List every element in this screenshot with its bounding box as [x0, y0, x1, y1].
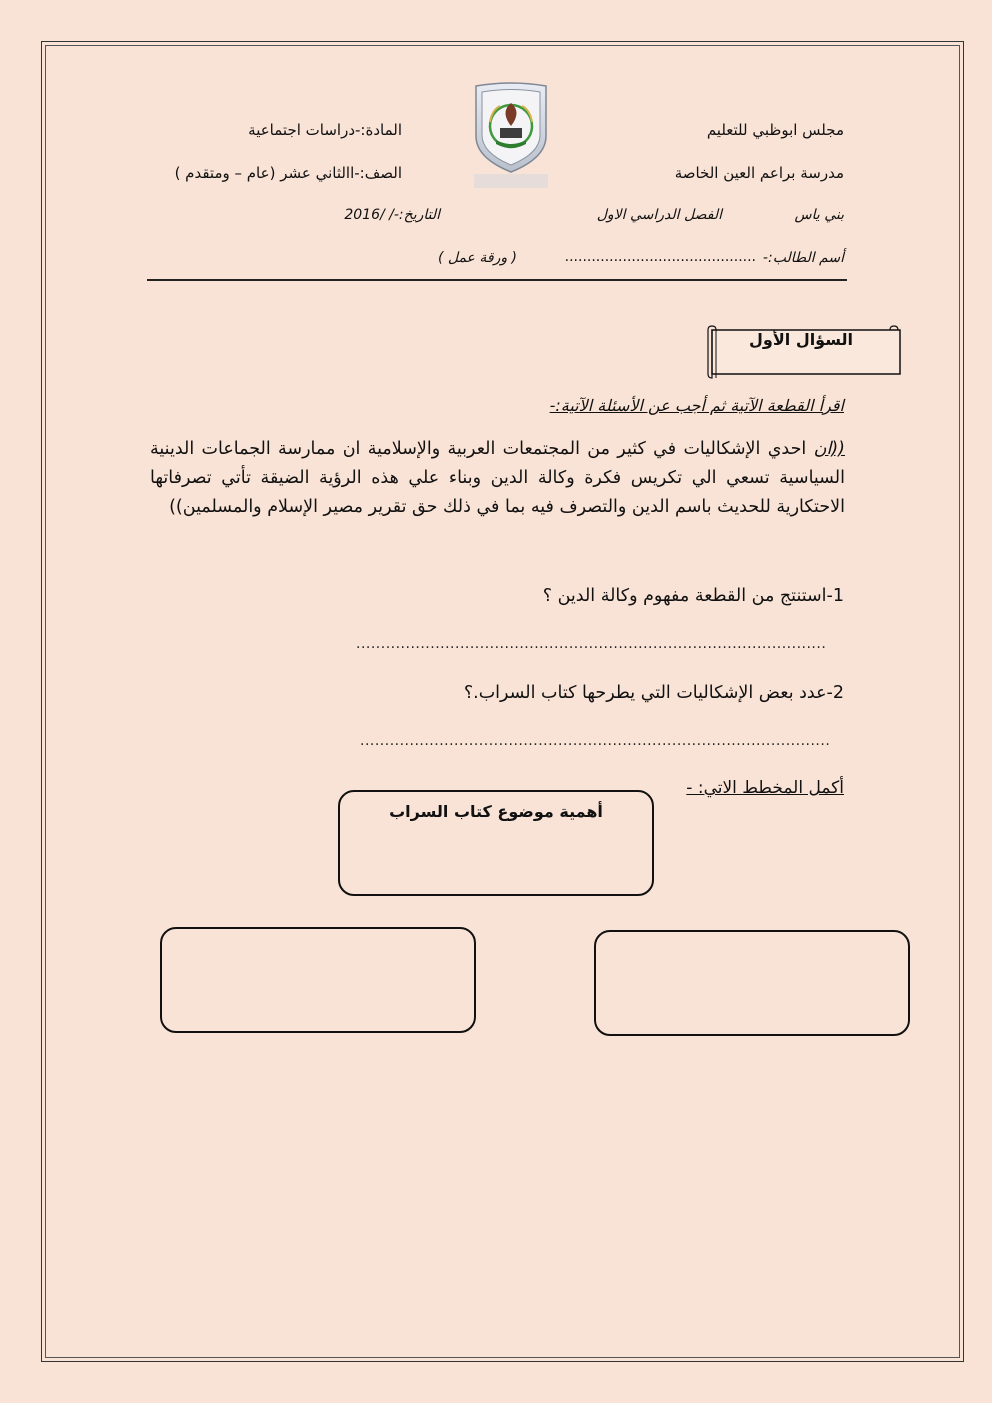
- school-name: مدرسة براعم العين الخاصة: [674, 164, 844, 182]
- question-1: 1-استنتج من القطعة مفهوم وكالة الدين ؟: [542, 586, 844, 606]
- reading-passage: [150, 435, 845, 522]
- answer-line-2[interactable]: ...............................................................................................: [360, 733, 831, 749]
- passage-body: احدي الإشكاليات في كثير من المجتمعات العربية والإسلامية ان ممارسة الجماعات الدينية السياسية تسعي الي تكريس فكرة وكالة الدين وبناء علي هذه الرؤية الضيقة تأتي تصرفاتها الاحتكارية للحديث باسم الدين والتصرف فيه بما في ذلك حق تقرير مصير الإسلام والمسلمين)): [150, 439, 845, 517]
- diagram-left-box[interactable]: [160, 927, 476, 1033]
- semester: الفصل الدراسي الاول: [596, 207, 722, 223]
- city: بني ياس: [794, 207, 844, 223]
- student-name-label: أسم الطالب:-: [762, 250, 844, 266]
- grade: الصف:-االثاني عشر (عام – ومتقدم ): [174, 164, 402, 182]
- date: التاريخ:-/ /2016: [344, 207, 440, 223]
- diagram-main-box[interactable]: [338, 790, 654, 896]
- reading-instruction: اقرأ القطعة الآتية ثم أجب عن الأسئلة الآتية:-: [549, 396, 844, 415]
- answer-line-1[interactable]: ...............................................................................................: [356, 636, 827, 652]
- subject: المادة:-دراسات اجتماعية: [248, 121, 402, 139]
- header-divider: [147, 279, 847, 281]
- passage-start: ((ان: [813, 439, 845, 459]
- diagram-main-title: أهمية موضوع كتاب السراب: [389, 802, 603, 821]
- diagram-right-box[interactable]: [594, 930, 910, 1036]
- question-2: 2-عدد بعض الإشكاليات التي يطرحها كتاب السراب.؟: [463, 683, 844, 703]
- council-name: مجلس ابوظبي للتعليم: [706, 121, 844, 139]
- student-name-field[interactable]: ...........................................: [564, 249, 756, 265]
- question-title: السؤال الأول: [749, 330, 853, 349]
- diagram-instruction: أكمل المخطط الاتي: -: [686, 778, 844, 798]
- school-logo: [470, 80, 552, 190]
- worksheet-label: ( ورقة عمل ): [437, 250, 517, 266]
